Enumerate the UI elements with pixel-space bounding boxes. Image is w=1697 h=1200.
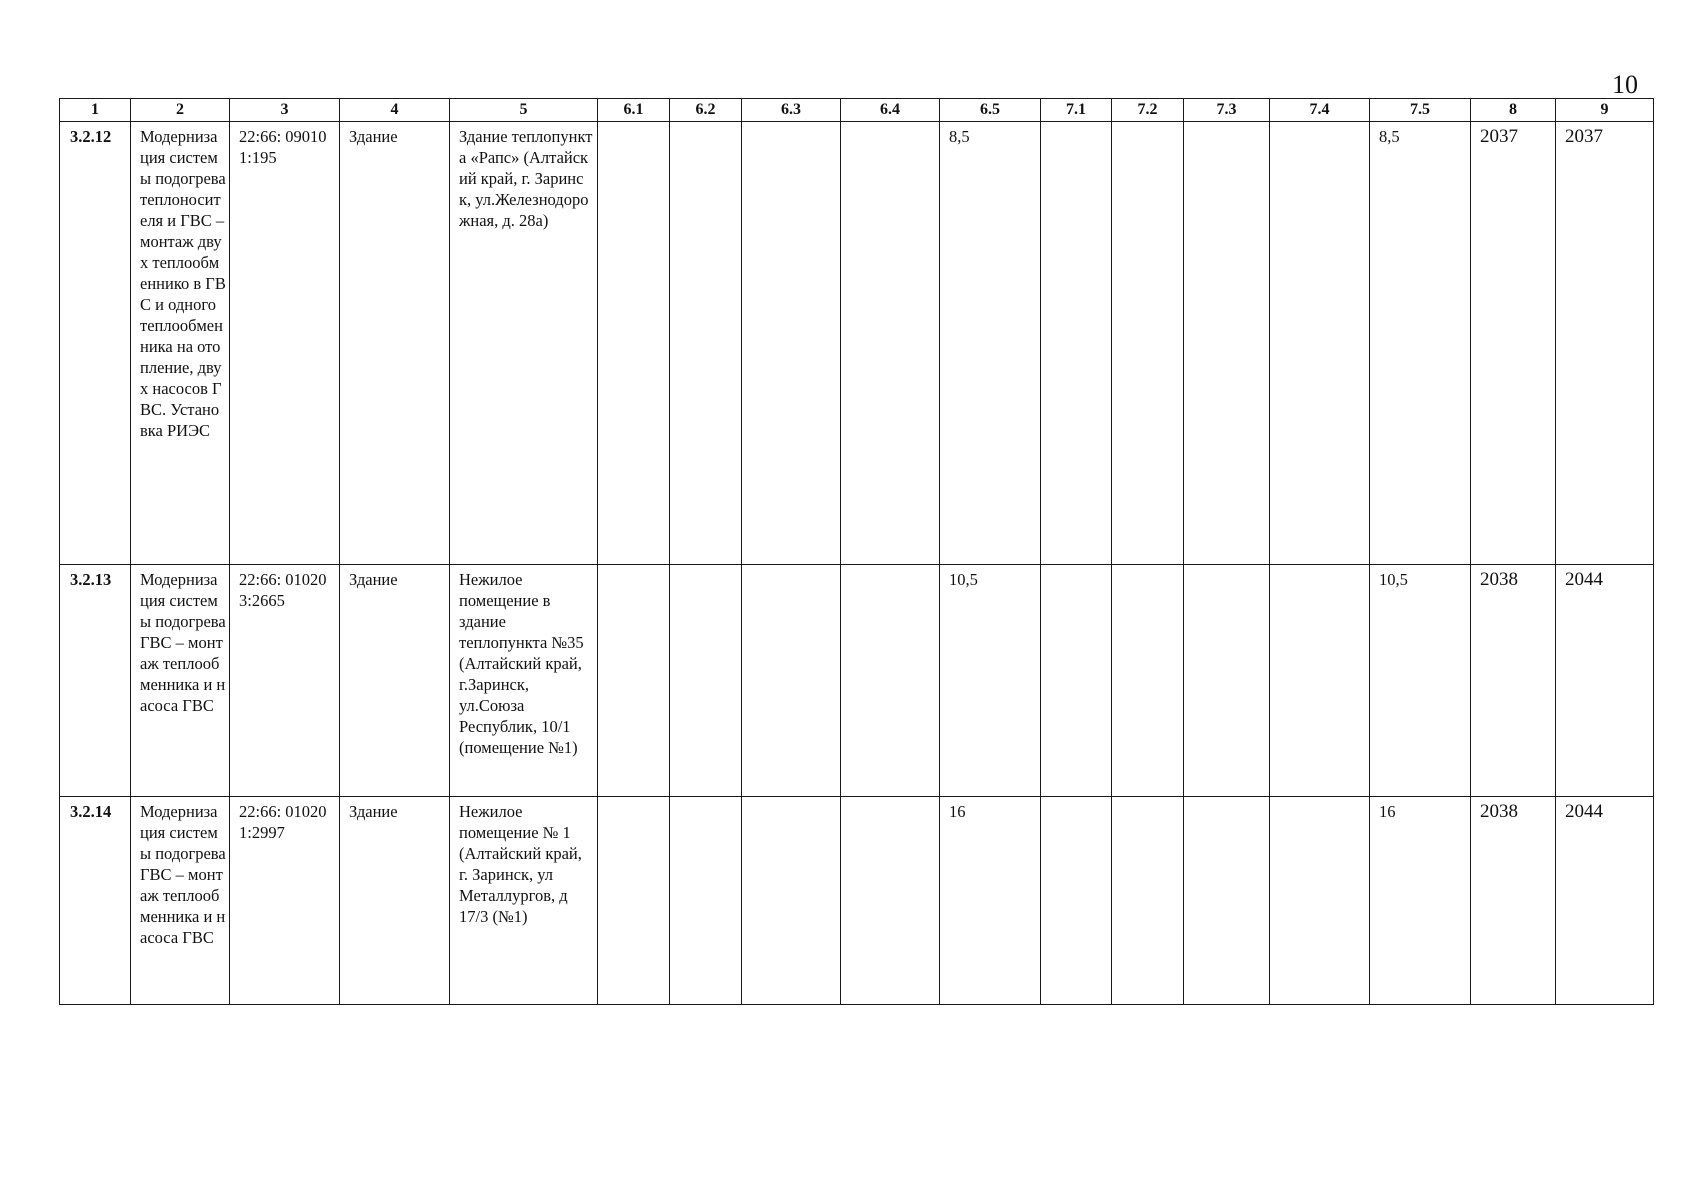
value-cell-6-2 (670, 565, 742, 797)
row-number-cell: 3.2.12 (60, 122, 131, 565)
object-address-cell: Нежилое помещение № 1 (Алтайский край, г. Заринск, ул Металлургов, д 17/3 (№1) (450, 797, 598, 1005)
value-cell-6-4 (841, 565, 940, 797)
value-cell-7-1 (1041, 797, 1112, 1005)
value-cell-7-4 (1270, 565, 1370, 797)
value-cell-7-1 (1041, 122, 1112, 565)
value-cell-6-2 (670, 797, 742, 1005)
header-col-6-2: 6.2 (670, 99, 742, 122)
header-col-7-2: 7.2 (1112, 99, 1184, 122)
object-type-cell: Здание (340, 797, 450, 1005)
value-cell-6-3 (742, 565, 841, 797)
row-number-cell: 3.2.13 (60, 565, 131, 797)
year-cell-9: 2037 (1556, 122, 1654, 565)
cadastral-number-cell: 22:66: 010203:2665 (230, 565, 340, 797)
cadastral-number-cell: 22:66: 090101:195 (230, 122, 340, 565)
year-cell-9: 2044 (1556, 797, 1654, 1005)
header-col-5: 5 (450, 99, 598, 122)
value-cell-7-1 (1041, 565, 1112, 797)
value-cell-6-3 (742, 122, 841, 565)
value-cell-6-3 (742, 797, 841, 1005)
value-cell-6-1 (598, 565, 670, 797)
object-type-cell: Здание (340, 565, 450, 797)
header-row (60, 99, 1654, 122)
object-address-cell: Здание теплопункта «Рапс» (Алтайский край, г. Заринск, ул.Железнодорожная, д. 28а) (450, 122, 598, 565)
value-cell-7-2 (1112, 797, 1184, 1005)
value-cell-7-3 (1184, 797, 1270, 1005)
header-col-2: 2 (131, 99, 230, 122)
value-cell-7-5: 8,5 (1370, 122, 1471, 565)
investment-table (59, 98, 1654, 1005)
header-col-8: 8 (1471, 99, 1556, 122)
value-cell-7-5: 10,5 (1370, 565, 1471, 797)
value-cell-7-4 (1270, 122, 1370, 565)
value-cell-7-3 (1184, 122, 1270, 565)
table-row (60, 797, 1654, 1005)
value-cell-6-4 (841, 122, 940, 565)
value-cell-6-1 (598, 797, 670, 1005)
header-col-6-3: 6.3 (742, 99, 841, 122)
header-col-3: 3 (230, 99, 340, 122)
value-cell-6-5: 8,5 (940, 122, 1041, 565)
value-cell-6-5: 16 (940, 797, 1041, 1005)
year-cell-8: 2037 (1471, 122, 1556, 565)
value-cell-7-4 (1270, 797, 1370, 1005)
header-col-7-3: 7.3 (1184, 99, 1270, 122)
value-cell-7-3 (1184, 565, 1270, 797)
measure-description-cell: Модернизация системы подогрева ГВС – монтаж теплообменника и насоса ГВС (131, 797, 230, 1005)
table-row (60, 122, 1654, 565)
header-col-1: 1 (60, 99, 131, 122)
value-cell-7-2 (1112, 122, 1184, 565)
table-row (60, 565, 1654, 797)
year-cell-9: 2044 (1556, 565, 1654, 797)
year-cell-8: 2038 (1471, 565, 1556, 797)
object-address-cell: Нежилое помещение в здание теплопункта №35 (Алтайский край, г.Заринск, ул.Союза Республик, 10/1 (помещение №1) (450, 565, 598, 797)
value-cell-6-1 (598, 122, 670, 565)
header-col-6-4: 6.4 (841, 99, 940, 122)
row-number-cell: 3.2.14 (60, 797, 131, 1005)
value-cell-7-2 (1112, 565, 1184, 797)
measure-description-cell: Модернизация системы подогрева теплоносителя и ГВС – монтаж двух теплообменнико в ГВС и одного теплообменника на отопление, двух насосов ГВС. Установка РИЭС (131, 122, 230, 565)
header-col-6-5: 6.5 (940, 99, 1041, 122)
measure-description-cell: Модернизация системы подогрева ГВС – монтаж теплообменника и насоса ГВС (131, 565, 230, 797)
value-cell-6-4 (841, 797, 940, 1005)
value-cell-6-2 (670, 122, 742, 565)
cadastral-number-cell: 22:66: 010201:2997 (230, 797, 340, 1005)
header-col-9: 9 (1556, 99, 1654, 122)
value-cell-6-5: 10,5 (940, 565, 1041, 797)
object-type-cell: Здание (340, 122, 450, 565)
header-col-7-1: 7.1 (1041, 99, 1112, 122)
year-cell-8: 2038 (1471, 797, 1556, 1005)
header-col-6-1: 6.1 (598, 99, 670, 122)
value-cell-7-5: 16 (1370, 797, 1471, 1005)
page-number: 10 (1612, 70, 1638, 99)
header-col-4: 4 (340, 99, 450, 122)
header-col-7-4: 7.4 (1270, 99, 1370, 122)
header-col-7-5: 7.5 (1370, 99, 1471, 122)
